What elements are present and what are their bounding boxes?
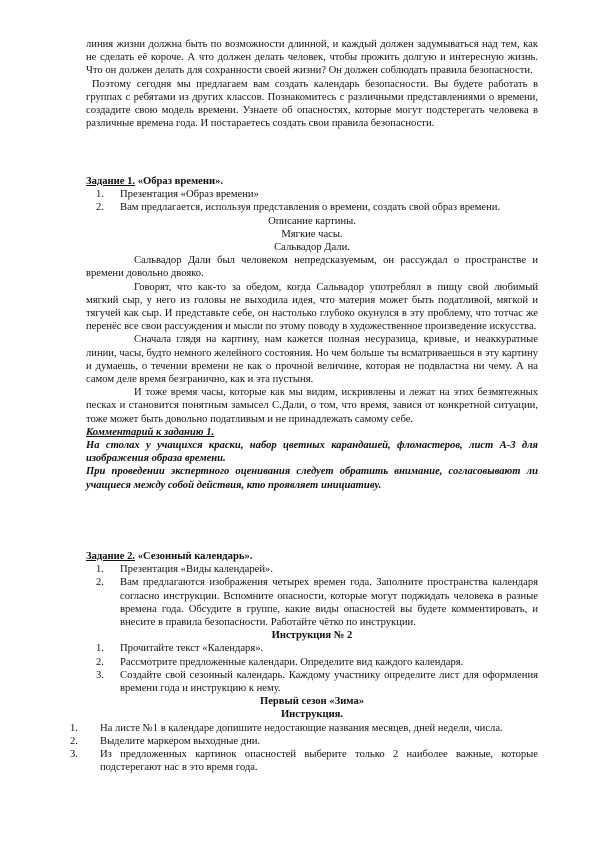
task2-heading-title: «Сезонный календарь». <box>135 551 253 562</box>
task2-heading-label: Задание 2. <box>86 551 136 562</box>
instruction-item: 3. Создайте свой сезонный календарь. Каждому участнику определите лист для оформления времени года и инструкцию к нему. <box>96 669 538 695</box>
instruction-title: Инструкция № 2 <box>271 630 353 642</box>
season-instruction-item: 3. Из предложенных картинок опасностей выберите только 2 наиболее важные, которые подстерегают нас в это время года. <box>70 749 538 774</box>
task1-item: 1. Презентация «Образ времени» <box>96 189 259 201</box>
instruction-list <box>86 642 538 695</box>
task1-list <box>86 188 538 214</box>
season-title: Первый сезон «Зима» <box>259 696 365 708</box>
season-instruction-list <box>70 722 538 775</box>
task1-heading <box>86 175 538 188</box>
task1-section <box>86 175 538 492</box>
task1-heading-title: «Образ времени». <box>135 176 224 187</box>
season-instruction-title: Инструкция. <box>280 709 344 721</box>
task1-heading-label: Задание 1. <box>86 176 136 187</box>
task1-comment-1: На столах у учащихся краски, набор цветных карандашей, фломастеров, лист А-3 для изображения образа времени. <box>86 440 538 465</box>
task2-item: 2. Вам предлагаются изображения четырех времен года. Заполните пространства календаря согласно инструкции. Вспомните опасности, которые могут поджидать человека в разные времена года. Обсудите в группе, какие виды опасностей вы будете комментировать, и внесите в правила безопасности. Работайте чётко по инструкции. <box>96 577 538 629</box>
painter-name: Сальвадор Дали. <box>274 242 350 254</box>
intro-paragraph-2: Поэтому сегодня мы предлагаем вам создать календарь безопасности. Вы будете работать в группах с ребятами из других классов. Познакомитесь с различными представлениями о времени, создадите свою модель времени. Узнаете об опасностях, которые могут подстерегать человека в различные времена года. И постараетесь создать свои правила безопасности. <box>86 78 538 130</box>
description-paragraph: Сальвадор Дали был человеком непредсказуемым, он рассуждал о пространстве и времени довольно двояко. <box>86 255 538 280</box>
task2-section <box>70 550 538 774</box>
painting-title: Мягкие часы. <box>281 228 343 240</box>
description-paragraph: И тоже время часы, которые как мы видим, искривлены и лежат на этих безмятежных песках и становится понятным замысел С.Дали, о том, что время, завися от конкретной ситуации, тоже может быть довольно податливым и не принадлежать самому себе. <box>86 387 538 425</box>
task1-item: 2. Вам предлагается, используя представления о времени, создать свой образ времени. <box>96 202 501 214</box>
task1-comment-2: При проведении экспертного оценивания следует обратить внимание, согласовывают ли учащиеся между собой действия, кто проявляет инициативу. <box>86 466 538 491</box>
description-paragraph: Сначала глядя на картину, нам кажется полная несуразица, кривые, и неаккуратные линии, часы, будто немного желейного состояния. Но чем больше ты всматриваешься в эту картину и думаешь, о течении времени не как о прочной величине, которая не подвластна ни чему. А на самом деле время безгранично, как и эта пустыня. <box>86 334 538 386</box>
intro-section <box>86 38 538 130</box>
season-instruction-item: 2. Выделите маркером выходные дни. <box>70 735 261 747</box>
instruction-item: 1. Прочитайте текст «Календаря». <box>96 643 264 655</box>
instruction-item: 2. Рассмотрите предложенные календари. Определите вид каждого календаря. <box>96 656 464 668</box>
intro-paragraph-1: линия жизни должна быть по возможности длинной, и каждый должен задумываться над тем, как не сделать её короче. А что должен делать человек, чтобы прожить долгую и интересную жизнь. Что он должен делать для сохранности своей жизни? Он должен соблюдать правила безопасности. <box>86 39 538 77</box>
description-paragraph: Говорят, что как-то за обедом, когда Сальвадор употреблял в пищу свой любимый мягкий сыр, у него из головы не выходила идея, что материя может быть податливой, мягкой и тягучей как сыр. И представьте себе, он настолько глубоко окунулся в эту проблему, что тотчас же перенёс все свои рассуждения и мысли по этому поводу в художественное произведение искусства. <box>86 281 538 333</box>
season-instruction-item: 1. На листе №1 в календаре допишите недостающие названия месяцев, дней недели, числа. <box>70 722 503 734</box>
task2-list <box>86 563 538 629</box>
task2-item: 1. Презентация «Виды календарей». <box>96 564 273 576</box>
task1-comment-title: Комментарий к заданию 1. <box>86 426 215 438</box>
description-title: Описание картины. <box>268 215 356 227</box>
task2-heading <box>86 550 538 563</box>
